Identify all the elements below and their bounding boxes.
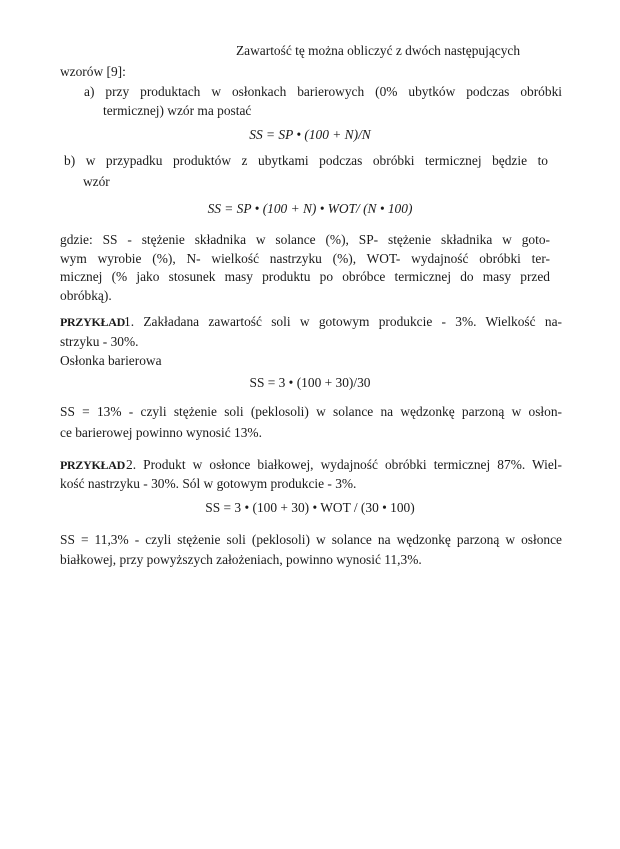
- case-a-line-2: termicznej) wzór ma postać: [103, 103, 252, 118]
- case-b-line-1: b) w przypadku produktów z ubytkami podczas obróbki termicznej będzie to: [64, 153, 548, 168]
- formula-a: SS = SP • (100 + N)/N: [249, 127, 371, 142]
- legend-line-4: obróbką).: [60, 288, 112, 303]
- example-1-line-3: Osłonka barierowa: [60, 353, 162, 368]
- example-1-line-1: 1. Zakładana zawartość soli w gotowym produkcie - 3%. Wielkość na-: [124, 314, 562, 329]
- legend-line-1: gdzie: SS - stężenie składnika w solance (%), SP- stężenie składnika w goto-: [60, 232, 550, 247]
- example-2-line-1: 2. Produkt w osłonce białkowej, wydajność obróbki termicznej 87%. Wiel-: [126, 457, 562, 472]
- example-1-label-text: PRZYKŁAD: [60, 315, 125, 329]
- legend-line-2: wym wyrobie (%), N- wielkość nastrzyku (%), WOT- wydajność obróbki ter-: [60, 251, 550, 266]
- example-2-line-2: kość nastrzyku - 30%. Sól w gotowym produkcie - 3%.: [60, 476, 357, 491]
- intro-line-1: Zawartość tę można obliczyć z dwóch następujących: [236, 43, 521, 58]
- example-2-label-text: PRZYKŁAD: [60, 458, 125, 472]
- case-a-line-1: a) przy produktach w osłonkach barierowych (0% ubytków podczas obróbki: [84, 84, 562, 99]
- formula-b: SS = SP • (100 + N) • WOT/ (N • 100): [207, 201, 413, 216]
- example-2-result-2: białkowej, przy powyższych założeniach, powinno wynosić 11,3%.: [60, 552, 422, 567]
- example-1-result-2: ce barierowej powinno wynosić 13%.: [60, 425, 262, 440]
- example-1-formula: SS = 3 • (100 + 30)/30: [249, 375, 371, 390]
- legend-line-3: micznej (% jako stosunek masy produktu po obróbce termicznej do masy przed: [60, 269, 550, 284]
- example-1-result-1: SS = 13% - czyli stężenie soli (peklosoli) w solance na wędzonkę parzoną w osłon-: [60, 404, 562, 419]
- example-2-result-1: SS = 11,3% - czyli stężenie soli (peklosoli) w solance na wędzonkę parzoną w osłonce: [60, 532, 562, 547]
- case-b-line-2: wzór: [83, 174, 110, 189]
- example-2-formula: SS = 3 • (100 + 30) • WOT / (30 • 100): [205, 500, 415, 515]
- example-1-line-2: strzyku - 30%.: [60, 334, 139, 349]
- intro-line-2: wzorów [9]:: [60, 64, 126, 79]
